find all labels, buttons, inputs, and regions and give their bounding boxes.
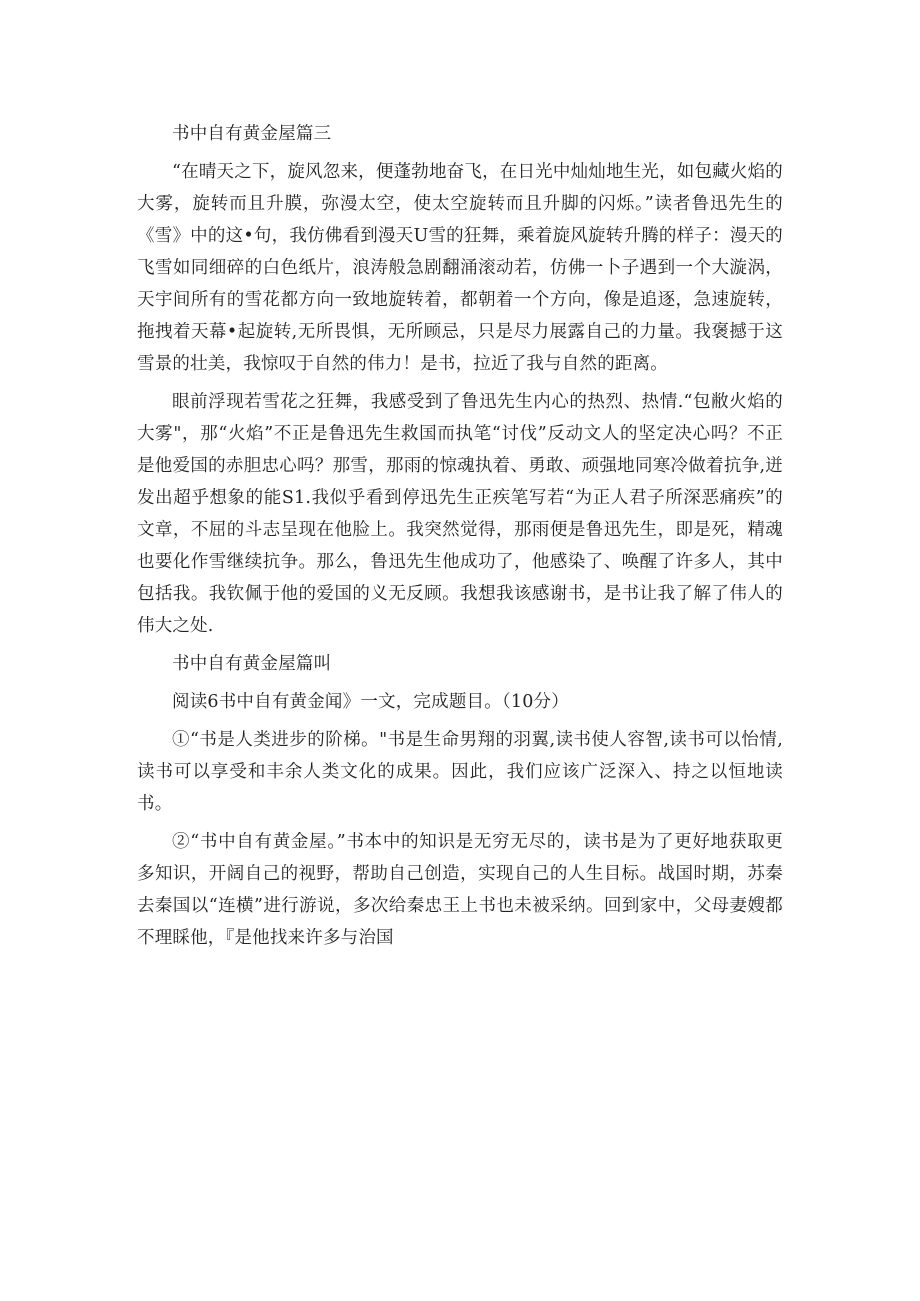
question-prompt: 阅读6书中自有黄金闻》一文，完成题目。（10分） bbox=[172, 692, 569, 712]
section-heading: 书中自有黄金屋篇三 bbox=[172, 124, 332, 144]
document-body bbox=[137, 118, 783, 960]
paragraph: 眼前浮现若雪花之狂舞，我感受到了鲁迅先生内心的热烈、热情.“包敝火焰的大雾"，那“火焰”不正是鲁迅先生救国而执笔“讨伐”反动文人的坚定决心吗？不正是他爱国的赤胆忠心吗？那雪，那雨的惊魂执着、勇敢、顽强地同寒冷做着抗争,迸发出超乎想象的能S1.我似乎看到停迅先生正疾笔写若“为正人君子所深恶痛疾”的文章，不屈的斗志呈现在他脸上。我突然觉得，那雨便是鲁迅先生，即是死，精魂也要化作雪继续抗争。那么，鲁迅先生他成功了，他感染了、唤醒了许多人，其中包括我。我钦佩于他的爱国的义无反顾。我想我该感谢书，是书让我了解了伟人的伟大之处. bbox=[137, 392, 783, 636]
paragraph: “在晴天之下，旋风忽来，便蓬勃地奋飞，在日光中灿灿地生光，如包藏火焰的大雾，旋转而且升膜，弥漫太空，使太空旋转而且升脚的闪烁。”读者鲁迅先生的《雪》中的这•句，我仿佛看到漫天U雪的狂舞，乘着旋风旋转升腾的样子：漫天的飞雪如同细碎的白色纸片，浪涛般急剧翻涌滚动若，仿佛一卜子遇到一个大漩涡，天宇间所有的雪花都方向一致地旋转着，都朝着一个方向，像是追逐，急速旋转，拖拽着天幕•起旋转,无所畏惧，无所顾忌，只是尽力展露自己的力量。我褒撼于这雪景的壮美，我惊叹于自然的伟力！是书，拉近了我与自然的距离。 bbox=[137, 162, 783, 374]
paragraph: ①“书是人类进步的阶梯。"书是生命男翔的羽翼,读书使人容智,读书可以怡情,读书可以享受和丰余人类文化的成果。因此，我们应该广泛深入、持之以恒地读书。 bbox=[137, 730, 783, 814]
section-heading: 书中自有黄金屋篇叫 bbox=[172, 654, 332, 674]
paragraph: ②“书中自有黄金屋。”书本中的知识是无穷无尽的，读书是为了更好地获取更多知识，开阔自己的视野，帮助自己创造，实现自己的人生目标。战国时期，苏秦去秦国以“连横”进行游说，多次给秦忠王上书也未被采纳。回到家中，父母妻嫂都不理睬他，『是他找来许多与治国 bbox=[137, 832, 783, 948]
